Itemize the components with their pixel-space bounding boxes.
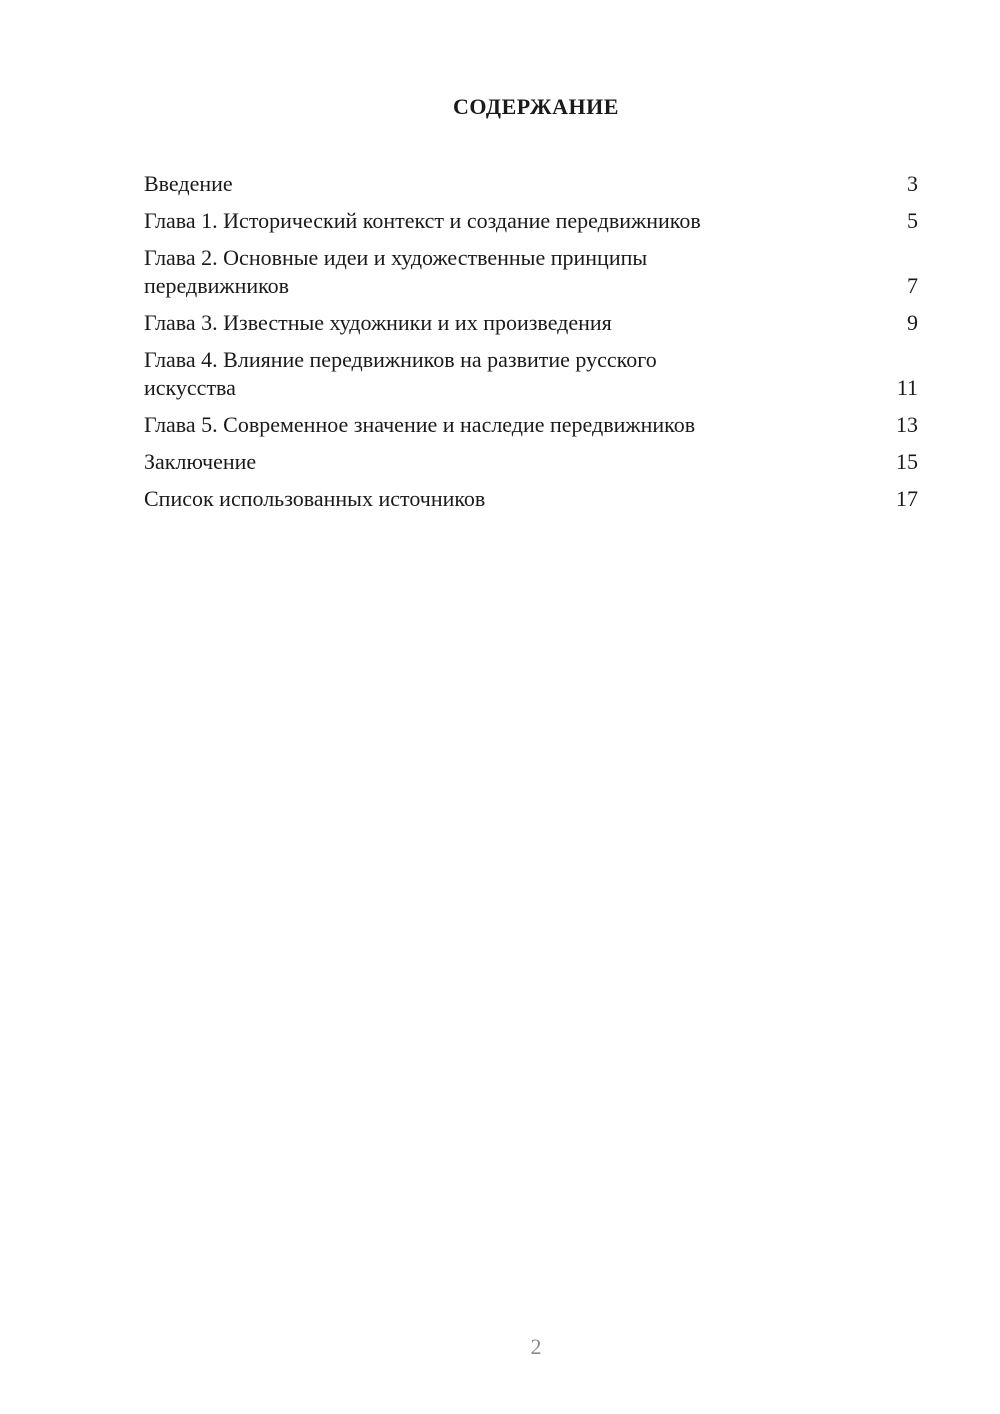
- toc-entry-page: 17: [896, 486, 918, 511]
- toc-entry-page: 7: [907, 273, 918, 298]
- toc-entry-page: 3: [907, 171, 918, 196]
- toc-entry-page: 9: [907, 310, 918, 335]
- toc-entry-page: 11: [896, 375, 918, 400]
- toc-entry-page: 5: [907, 208, 918, 233]
- toc-entry: [144, 170, 918, 198]
- toc-entry-label: Список использованных источников: [144, 486, 486, 511]
- toc-entry-label: Глава 4. Влияние передвижников на развитие русского искусства: [144, 347, 657, 400]
- toc-entry: [144, 309, 918, 337]
- toc-entry: [144, 485, 918, 513]
- toc-entry: [144, 346, 918, 402]
- toc-entry-label: Введение: [144, 171, 233, 196]
- toc-entry: [144, 411, 918, 439]
- toc-entry-label: Глава 5. Современное значение и наследие передвижников: [144, 412, 696, 437]
- toc-entry: [144, 448, 918, 476]
- toc-entry-page: 13: [896, 412, 918, 437]
- page-number: 2: [530, 1334, 542, 1359]
- toc-entry-label: Глава 2. Основные идеи и художественные принципы передвижников: [144, 245, 648, 298]
- toc-entry: [144, 207, 918, 235]
- toc-entry-label: Глава 1. Исторический контекст и создание передвижников: [144, 208, 701, 233]
- toc-entry-label: Глава 3. Известные художники и их произведения: [144, 310, 612, 335]
- toc-entry-label: Заключение: [144, 449, 257, 474]
- toc-entry: [144, 244, 918, 300]
- table-of-contents: [144, 170, 918, 522]
- toc-entry-page: 15: [896, 449, 918, 474]
- page-title: СОДЕРЖАНИЕ: [453, 94, 619, 119]
